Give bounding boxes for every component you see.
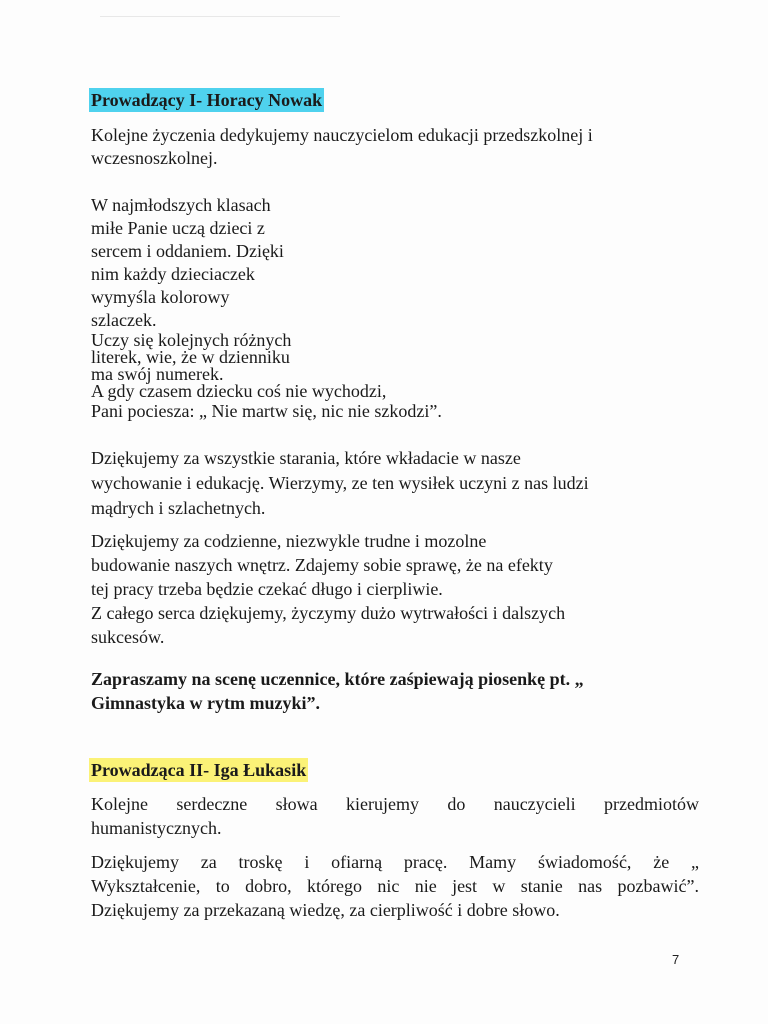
section-1-thanks-paragraph-1	[91, 446, 691, 521]
text-line: Kolejne życzenia dedykujemy nauczycielom edukacji przedszkolnej i	[91, 125, 593, 145]
text-line: sukcesów.	[91, 627, 165, 647]
scan-artifact-line	[100, 16, 340, 17]
section-2-intro	[91, 792, 699, 840]
text-line: Z całego serca dziękujemy, życzymy dużo wytrwałości i dalszych	[91, 603, 566, 623]
text-line: Wykształcenie, to dobro, którego nic nie jest w stanie nas pozbawić”.	[91, 876, 699, 896]
section-1-intro	[91, 124, 691, 170]
text-line: mądrych i szlachetnych.	[91, 498, 266, 518]
text-line: humanistycznych.	[91, 818, 222, 838]
section-2	[91, 758, 699, 922]
poem-line: Pani pociesza: „ Nie martw się, nic nie szkodzi”.	[91, 401, 442, 421]
section-1-heading: Prowadzący I- Horacy Nowak	[91, 90, 323, 110]
poem-line: miłe Panie uczą dzieci z	[91, 218, 265, 238]
poem-line: szlaczek.	[91, 310, 157, 330]
text-line: Zapraszamy na scenę uczennice, które zaśpiewają piosenkę pt. „	[91, 669, 584, 689]
poem-line: wymyśla kolorowy	[91, 287, 230, 307]
poem-line: nim każdy dzieciaczek	[91, 264, 255, 284]
text-line: Dziękujemy za troskę i ofiarną pracę. Mamy świadomość, że „	[91, 852, 699, 872]
poem-line: literek, wie, że w dzienniku	[91, 347, 290, 367]
poem-line: sercem i oddaniem. Dzięki	[91, 241, 284, 261]
section-2-heading: Prowadząca II- Iga Łukasik	[91, 760, 307, 780]
section-1	[91, 88, 691, 715]
text-line: Kolejne serdeczne słowa kierujemy do nauczycieli przedmiotów	[91, 794, 699, 814]
text-line: budowanie naszych wnętrz. Zdajemy sobie sprawę, że na efekty	[91, 555, 553, 575]
poem-line: A gdy czasem dziecku coś nie wychodzi,	[91, 381, 387, 401]
text-line: wychowanie i edukację. Wierzymy, ze ten wysiłek uczyni z nas ludzi	[91, 473, 589, 493]
page-number: 7	[672, 952, 680, 967]
text-line: Dziękujemy za przekazaną wiedzę, za cierpliwość i dobre słowo.	[91, 900, 560, 920]
section-2-thanks	[91, 850, 699, 922]
text-line: wczesnoszkolnej.	[91, 148, 218, 168]
poem-line: W najmłodszych klasach	[91, 195, 271, 215]
text-line: tej pracy trzeba będzie czekać długo i cierpliwie.	[91, 579, 443, 599]
text-line: Dziękujemy za codzienne, niezwykle trudne i mozolne	[91, 531, 487, 551]
text-line: Dziękujemy za wszystkie starania, które wkładacie w nasze	[91, 448, 521, 468]
stage-invitation	[91, 667, 691, 715]
poem	[91, 194, 691, 423]
text-line: Gimnastyka w rytm muzyki”.	[91, 693, 320, 713]
section-1-thanks-paragraph-2	[91, 529, 691, 649]
poem-line: Uczy się kolejnych różnych	[91, 330, 292, 350]
poem-line: ma swój numerek.	[91, 364, 224, 384]
